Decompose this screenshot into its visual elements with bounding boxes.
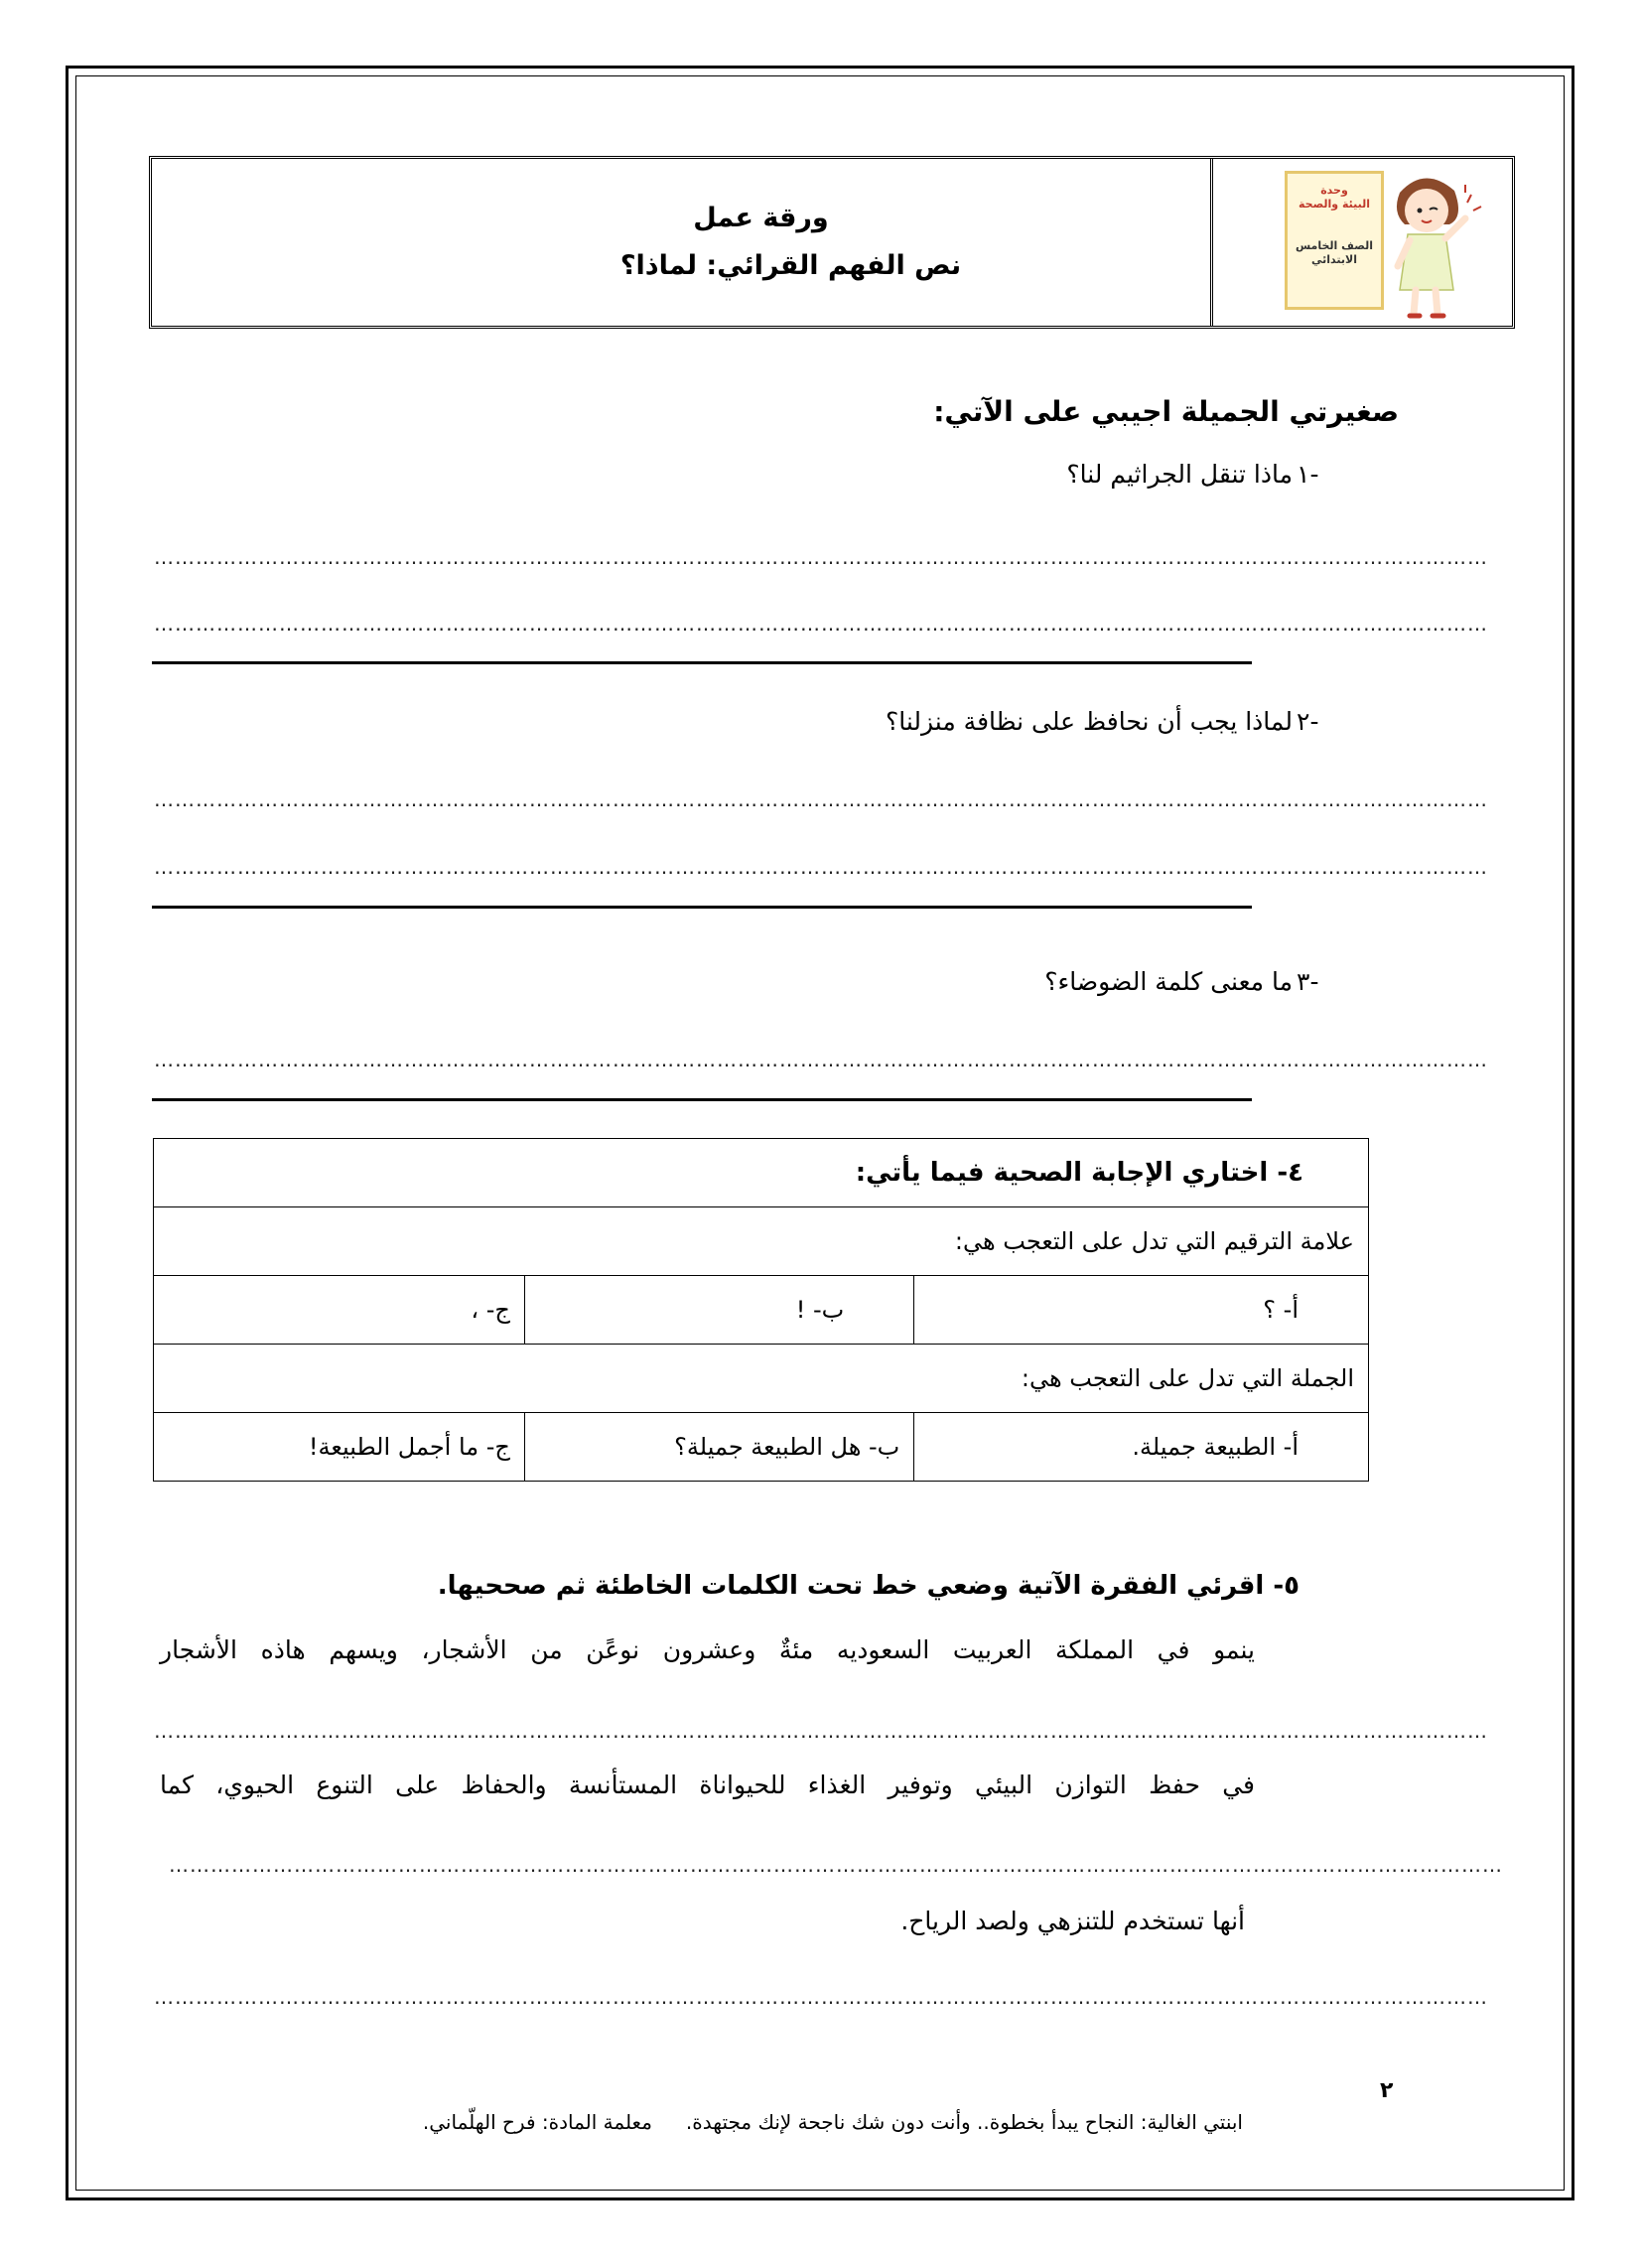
mcq-1-option-b[interactable]: ب- !: [524, 1276, 913, 1345]
mcq-question-1: علامة الترقيم التي تدل على التعجب هي:: [154, 1207, 1369, 1276]
paragraph-line-2: في حفظ التوازن البيئي وتوفير الغذاء للحيواناة المستأنسة والحفاظ على التنوع الحيوي، كما: [160, 1771, 1255, 1799]
header-title-cell: [153, 159, 1213, 326]
mcq-2-option-b[interactable]: ب- هل الطبيعة جميلة؟: [524, 1413, 913, 1482]
mcq-2-option-c[interactable]: ج- ما أجمل الطبيعة!: [154, 1413, 525, 1482]
question-1-text: ماذا تنقل الجراثيم لنا؟: [1066, 460, 1293, 489]
section-divider: [152, 1098, 1252, 1101]
page-number: ٢: [1380, 2078, 1394, 2103]
paragraph-line-3: أنها تستخدم للتنزهي ولصد الرياح.: [900, 1907, 1245, 1935]
answer-line[interactable]: …………………………………………………………………………………………………………………………………………………………………………: [154, 612, 1488, 636]
answer-line[interactable]: …………………………………………………………………………………………………………………………………………………………………………: [154, 787, 1488, 811]
correction-line[interactable]: …………………………………………………………………………………………………………………………………………………………………………: [169, 1853, 1503, 1877]
section-divider: [152, 906, 1252, 909]
girl-illustration-icon: [1370, 163, 1479, 322]
mcq-heading: ٤- اختاري الإجابة الصحية فيما يأتي:: [154, 1139, 1369, 1207]
worksheet-subtitle: نص الفهم القرائي: لماذا؟: [619, 250, 962, 281]
mcq-1-option-c[interactable]: ج- ،: [154, 1276, 525, 1345]
answer-line[interactable]: …………………………………………………………………………………………………………………………………………………………………………: [154, 855, 1488, 879]
part5-heading: ٥- اقرئي الفقرة الآتية وضعي خط تحت الكلمات الخاطئة ثم صححيها.: [437, 1571, 1300, 1601]
grade-level: الابتدائي: [1311, 253, 1357, 266]
mcq-1-option-a[interactable]: أ- ؟: [914, 1276, 1369, 1345]
answer-line[interactable]: …………………………………………………………………………………………………………………………………………………………………………: [154, 545, 1488, 569]
unit-name: البيئة والصحة: [1298, 198, 1371, 211]
question-2-number: ٢-: [1297, 707, 1319, 736]
mcq-question-2: الجملة التي تدل على التعجب هي:: [154, 1345, 1369, 1413]
correction-line[interactable]: …………………………………………………………………………………………………………………………………………………………………………: [154, 1719, 1488, 1743]
question-3-text: ما معنى كلمة الضوضاء؟: [1044, 967, 1293, 996]
question-2-text: لماذا يجب أن نحافظ على نظافة منزلنا؟: [885, 707, 1293, 736]
unit-label: وحدة: [1320, 184, 1348, 197]
section-divider: [152, 661, 1252, 664]
question-3-number: ٣-: [1297, 967, 1319, 996]
grade-label: الصف الخامس: [1296, 239, 1373, 252]
mcq-2-option-a[interactable]: أ- الطبيعة جميلة.: [914, 1413, 1369, 1482]
correction-line[interactable]: …………………………………………………………………………………………………………………………………………………………………………: [154, 1985, 1488, 2009]
paragraph-line-1: ينمو في المملكة العربيت السعوديه مئةٌ وعشرون نوعًن من الأشجار، ويسهم هاذه الأشجار: [160, 1635, 1255, 1664]
question-1-number: ١-: [1297, 460, 1319, 489]
instruction-heading: صغيرتي الجميلة اجيبي على الآتي:: [933, 395, 1399, 428]
worksheet-title: ورقة عمل: [693, 203, 829, 233]
footer-motto: ابنتي الغالية: النجاح يبدأ بخطوة.. وأنت دون شك ناجحة لإنك مجتهدة.: [685, 2110, 1243, 2134]
footer-teacher: معلمة المادة: فرح الهلّماني.: [422, 2110, 652, 2134]
multiple-choice-table: [153, 1138, 1369, 1482]
footer-note: [423, 2110, 1243, 2134]
answer-line[interactable]: …………………………………………………………………………………………………………………………………………………………………………: [154, 1048, 1488, 1071]
unit-logo: [1285, 171, 1384, 310]
